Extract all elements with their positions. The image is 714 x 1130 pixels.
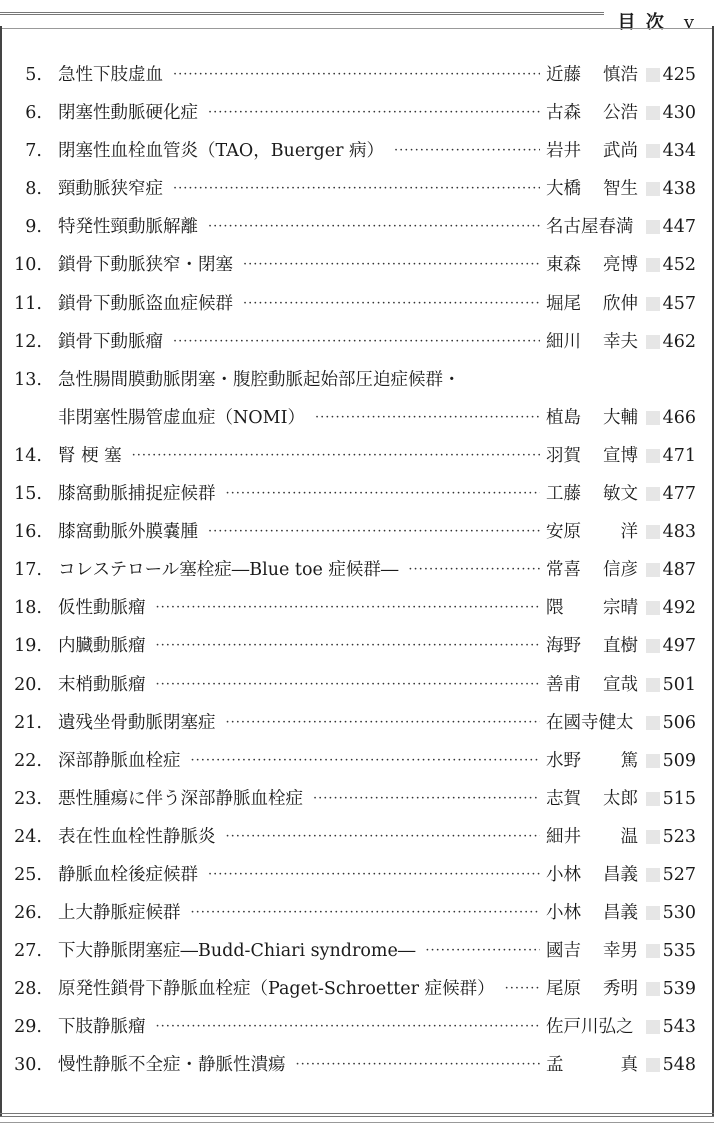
author-given-name: 宗晴: [603, 598, 638, 619]
author-given-name: 幸夫: [603, 331, 638, 352]
entry-title: 非閉塞性腸管虚血症（NOMI）: [58, 407, 305, 428]
author-given-name: 武尚: [603, 141, 638, 162]
entry-title: 鎖骨下動脈狭窄・閉塞: [58, 255, 233, 276]
author-family-name: 細川: [546, 331, 581, 352]
entry-number: 18.: [14, 598, 42, 619]
author-family-name: 古森: [546, 103, 581, 124]
entry-title: 閉塞性血栓血管炎（TAO，Buerger 病）: [58, 141, 385, 162]
entry-title: 頸動脈狭窄症: [58, 179, 163, 200]
author-given-name: 敏文: [603, 484, 638, 505]
entry-number: 14.: [14, 445, 42, 466]
leader-dots: [208, 208, 540, 246]
author-family-name: 在國寺健太: [546, 712, 634, 733]
entry-author: [546, 1008, 638, 1046]
entry-page-number: 506: [662, 712, 696, 733]
frame-top-line: [0, 28, 714, 29]
leader-dots: [315, 399, 540, 437]
entry-title-line: [58, 742, 540, 780]
author-family-name: 佐戸川弘之: [546, 1017, 634, 1038]
marker-box: [646, 525, 660, 539]
entry-title-line: [58, 780, 540, 818]
entry-page-number: 543: [662, 1017, 696, 1038]
author-family-name: 堀尾: [546, 293, 581, 314]
author-family-name: 細井: [546, 826, 581, 847]
marker-box: [646, 906, 660, 920]
entry-number: 15.: [14, 484, 42, 505]
entry-author: [546, 323, 638, 361]
toc-entry[interactable]: [0, 818, 714, 856]
marker-box: [646, 144, 660, 158]
entry-number: 17.: [14, 560, 42, 581]
entry-title: 急性下肢虚血: [58, 65, 163, 85]
entry-title-line: [58, 285, 540, 323]
entry-page-number: 527: [662, 864, 696, 885]
entry-page-number: 509: [662, 750, 696, 771]
entry-number: 6.: [25, 103, 42, 124]
entry-author: [546, 818, 638, 856]
entry-title: 深部静脈血栓症: [58, 750, 181, 771]
entry-page-number: 457: [662, 293, 696, 314]
entry-author: [546, 589, 638, 627]
leader-dots: [173, 323, 540, 361]
toc-entry[interactable]: [0, 437, 714, 475]
entry-number: 16.: [14, 522, 42, 543]
entry-title-line: [58, 894, 540, 932]
author-given-name: 欣伸: [603, 293, 638, 314]
entry-page-number: 530: [662, 903, 696, 924]
entry-title: 下大静脈閉塞症―Budd-Chiari syndrome―: [58, 941, 416, 962]
entry-page-number: 483: [662, 522, 696, 543]
toc-entry[interactable]: [0, 856, 714, 894]
marker-box: [646, 678, 660, 692]
entry-page-number: 492: [662, 598, 696, 619]
entry-title: 内臓動脈瘤: [58, 636, 146, 657]
entry-title: 慢性静脈不全症・静脈性潰瘍: [58, 1055, 286, 1076]
entry-author: [546, 513, 638, 551]
entry-page-number: 523: [662, 826, 696, 847]
footer-rule: [0, 1113, 714, 1117]
author-family-name: 海野: [546, 636, 581, 657]
marker-box: [646, 487, 660, 501]
leader-dots: [226, 475, 541, 513]
entry-number: 28.: [14, 979, 42, 1000]
entry-page-number: 535: [662, 941, 696, 962]
toc-entry[interactable]: [0, 666, 714, 704]
entry-author: [546, 551, 638, 589]
author-given-name: 宣博: [603, 445, 638, 466]
marker-box: [646, 716, 660, 730]
entry-title: 悪性腫瘍に伴う深部静脈血栓症: [58, 788, 303, 809]
entry-page-number: 539: [662, 979, 696, 1000]
leader-dots: [425, 932, 540, 970]
entry-page-number: 430: [662, 103, 696, 124]
author-family-name: 小林: [546, 864, 581, 885]
entry-author: [546, 475, 638, 513]
entry-title: 末梢動脈瘤: [58, 674, 146, 695]
toc-entry[interactable]: [0, 170, 714, 208]
entry-author: [546, 170, 638, 208]
marker-box: [646, 563, 660, 577]
author-family-name: 常喜: [546, 560, 581, 581]
author-given-name: 太郎: [603, 788, 638, 809]
entry-page-number: 438: [662, 179, 696, 200]
entry-number: 29.: [14, 1017, 42, 1038]
entry-title-line: [58, 1046, 540, 1084]
author-given-name: 幸男: [603, 941, 638, 962]
entry-author: [546, 704, 638, 742]
entry-number: 22.: [14, 750, 42, 771]
leader-dots: [173, 56, 540, 94]
entry-author: [546, 1046, 638, 1084]
entry-number: 10.: [14, 255, 42, 276]
marker-box: [646, 106, 660, 120]
entry-page-number: 434: [662, 141, 696, 162]
leader-dots: [208, 94, 540, 132]
entry-number: 9.: [25, 217, 42, 238]
toc-entry[interactable]: [0, 513, 714, 551]
entry-author: [546, 208, 638, 246]
toc-entry[interactable]: [0, 132, 714, 170]
entry-page-number: 515: [662, 788, 696, 809]
marker-box: [646, 258, 660, 272]
entry-number: 19.: [14, 636, 42, 657]
entry-author: [546, 856, 638, 894]
toc-entry[interactable]: [0, 56, 714, 94]
marker-box: [646, 297, 660, 311]
entry-page-number: 452: [662, 255, 696, 276]
entry-title: 閉塞性動脈硬化症: [58, 103, 198, 124]
entry-title-line: [58, 932, 540, 970]
author-family-name: 名古屋春満: [546, 217, 634, 238]
entry-title: 鎖骨下動脈盗血症候群: [58, 293, 233, 314]
toc-entry[interactable]: [0, 1046, 714, 1084]
author-given-name: 温: [620, 826, 638, 847]
author-family-name: 東森: [546, 255, 581, 276]
entry-page-number: 471: [662, 445, 696, 466]
marker-box: [646, 754, 660, 768]
toc-entry[interactable]: [0, 932, 714, 970]
leader-dots: [208, 856, 540, 894]
toc-entry[interactable]: [0, 589, 714, 627]
entry-title: 下肢静脈瘤: [58, 1017, 146, 1038]
marker-box: [646, 411, 660, 425]
leader-dots: [132, 437, 540, 475]
entry-title-line: [58, 56, 540, 94]
entry-author: [546, 246, 638, 284]
toc-entry[interactable]: [0, 475, 714, 513]
entry-title-line: [58, 323, 540, 361]
header-rule: [0, 12, 604, 15]
entry-number: 8.: [25, 179, 42, 200]
toc-entry[interactable]: [0, 894, 714, 932]
entry-title-line: [58, 856, 540, 894]
entry-author: [546, 56, 638, 94]
entry-page-number: 497: [662, 636, 696, 657]
entry-author: [546, 932, 638, 970]
entry-page-number: 501: [662, 674, 696, 695]
toc-entry[interactable]: [0, 361, 714, 399]
marker-box: [646, 1020, 660, 1034]
author-family-name: 工藤: [546, 484, 581, 505]
entry-title-line: [58, 475, 540, 513]
leader-dots: [313, 780, 540, 818]
leader-dots: [505, 970, 540, 1008]
entry-author: [546, 970, 638, 1008]
marker-box: [646, 449, 660, 463]
header-title: 目 次: [617, 12, 666, 33]
author-given-name: 洋: [620, 522, 638, 543]
entry-number: 23.: [14, 788, 42, 809]
entry-author: [546, 285, 638, 323]
entry-page-number: 487: [662, 560, 696, 581]
entry-title: 腎 梗 塞: [58, 445, 122, 466]
toc-entry[interactable]: [0, 285, 714, 323]
leader-dots: [408, 551, 540, 589]
marker-box: [646, 68, 660, 82]
entry-title-line: [58, 551, 540, 589]
leader-dots: [191, 894, 541, 932]
entry-title: 急性腸間膜動脈閉塞・腹腔動脈起始部圧迫症候群・: [58, 369, 461, 390]
author-family-name: 國吉: [546, 941, 581, 962]
leader-dots: [156, 627, 541, 665]
marker-box: [646, 601, 660, 615]
author-family-name: 尾原: [546, 979, 581, 1000]
toc-entry[interactable]: [0, 1008, 714, 1046]
entry-number: 7.: [25, 141, 42, 162]
entry-title-line: [58, 589, 540, 627]
author-given-name: 真: [620, 1055, 638, 1076]
entry-title-line: [58, 627, 540, 665]
entry-title: 膝窩動脈外膜嚢腫: [58, 522, 198, 543]
entry-title-line: [58, 513, 540, 551]
leader-dots: [191, 742, 541, 780]
marker-box: [646, 982, 660, 996]
entry-page-number: 425: [662, 65, 696, 85]
entry-author: [546, 894, 638, 932]
entry-page-number: 466: [662, 407, 696, 428]
author-given-name: 亮博: [603, 255, 638, 276]
entry-number: 21.: [14, 712, 42, 733]
toc-entry[interactable]: [0, 627, 714, 665]
entry-title: 上大静脈症候群: [58, 903, 181, 924]
author-family-name: 隈: [546, 598, 564, 619]
entry-title-line: [58, 132, 540, 170]
entry-author: [546, 780, 638, 818]
leader-dots: [243, 285, 540, 323]
entry-number: 24.: [14, 826, 42, 847]
toc-entry[interactable]: [0, 94, 714, 132]
entry-title: 膝窩動脈捕捉症候群: [58, 484, 216, 505]
author-family-name: 孟: [546, 1055, 564, 1076]
entry-author: [546, 399, 638, 437]
author-given-name: 大輔: [603, 407, 638, 428]
toc-entry[interactable]: [0, 551, 714, 589]
entry-number: 27.: [14, 941, 42, 962]
entry-title-line: [58, 208, 540, 246]
author-family-name: 小林: [546, 903, 581, 924]
entry-author: [546, 94, 638, 132]
author-family-name: 植島: [546, 407, 581, 428]
marker-box: [646, 1058, 660, 1072]
author-given-name: 秀明: [603, 979, 638, 1000]
entry-title: 特発性頸動脈解離: [58, 217, 198, 238]
entry-number: 25.: [14, 864, 42, 885]
leader-dots: [226, 818, 541, 856]
marker-box: [646, 792, 660, 806]
marker-box: [646, 335, 660, 349]
entry-title: コレステロール塞栓症―Blue toe 症候群―: [58, 560, 399, 581]
toc-entry[interactable]: [0, 970, 714, 1008]
author-given-name: 宣哉: [603, 674, 638, 695]
leader-dots: [296, 1046, 541, 1084]
header-page-number: v: [683, 12, 696, 33]
marker-box: [646, 220, 660, 234]
author-given-name: 昌義: [603, 903, 638, 924]
entry-title-line: [58, 970, 540, 1008]
entry-title-line: [58, 666, 540, 704]
marker-box: [646, 944, 660, 958]
entry-title-line: [58, 170, 540, 208]
entry-number: 13.: [14, 369, 42, 390]
author-given-name: 信彦: [603, 560, 638, 581]
toc-entry[interactable]: [0, 742, 714, 780]
author-given-name: 直樹: [603, 636, 638, 657]
entry-page-number: 548: [662, 1055, 696, 1076]
author-family-name: 水野: [546, 750, 581, 771]
entry-title-line: [58, 818, 540, 856]
leader-dots: [243, 246, 540, 284]
entry-author: [546, 627, 638, 665]
entry-title: 表在性血栓性静脈炎: [58, 826, 216, 847]
entry-title-line: [58, 704, 540, 742]
leader-dots: [156, 1008, 541, 1046]
entry-number: 12.: [14, 331, 42, 352]
toc-entry[interactable]: [0, 704, 714, 742]
author-family-name: 安原: [546, 522, 581, 543]
author-family-name: 大橋: [546, 179, 581, 200]
entry-title-line: [58, 94, 540, 132]
marker-box: [646, 868, 660, 882]
entry-title: 仮性動脈瘤: [58, 598, 146, 619]
author-given-name: 慎浩: [603, 65, 638, 85]
author-given-name: 篤: [620, 750, 638, 771]
toc-entry[interactable]: [0, 399, 714, 437]
author-given-name: 公浩: [603, 103, 638, 124]
author-family-name: 岩井: [546, 141, 581, 162]
entry-number: 26.: [14, 903, 42, 924]
entry-title-line: [58, 246, 540, 284]
leader-dots: [156, 666, 541, 704]
entry-title: 静脈血栓後症候群: [58, 864, 198, 885]
author-family-name: 善甫: [546, 674, 581, 695]
author-given-name: 昌義: [603, 864, 638, 885]
entry-page-number: 462: [662, 331, 696, 352]
entry-number: 11.: [14, 293, 42, 314]
entry-title-line: [58, 1008, 540, 1046]
author-given-name: 智生: [603, 179, 638, 200]
entry-title: 遺残坐骨動脈閉塞症: [58, 712, 216, 733]
author-family-name: 近藤: [546, 65, 581, 85]
entry-number: 20.: [14, 674, 42, 695]
marker-box: [646, 830, 660, 844]
entry-number: 5.: [25, 65, 42, 85]
leader-dots: [156, 589, 541, 627]
entry-author: [546, 132, 638, 170]
entry-title: 原発性鎖骨下静脈血栓症（Paget-Schroetter 症候群）: [58, 979, 495, 1000]
entry-title-line: [58, 399, 540, 437]
entry-author: [546, 666, 638, 704]
running-header: [618, 8, 696, 34]
entry-title-line: [58, 361, 540, 399]
author-family-name: 志賀: [546, 788, 581, 809]
entry-title-line: [58, 437, 540, 475]
toc-entry[interactable]: [0, 246, 714, 284]
leader-dots: [394, 132, 540, 170]
leader-dots: [173, 170, 540, 208]
footer-rule-thin: [0, 1122, 714, 1123]
toc-entry[interactable]: [0, 780, 714, 818]
toc-entry[interactable]: [0, 208, 714, 246]
entry-title: 鎖骨下動脈瘤: [58, 331, 163, 352]
author-family-name: 羽賀: [546, 445, 581, 466]
entry-number: 30.: [14, 1055, 42, 1076]
leader-dots: [226, 704, 541, 742]
entry-author: [546, 742, 638, 780]
leader-dots: [208, 513, 540, 551]
table-of-contents: [0, 56, 714, 1085]
entry-page-number: 477: [662, 484, 696, 505]
toc-entry[interactable]: [0, 323, 714, 361]
entry-page-number: 447: [662, 217, 696, 238]
marker-box: [646, 639, 660, 653]
entry-author: [546, 437, 638, 475]
marker-box: [646, 182, 660, 196]
